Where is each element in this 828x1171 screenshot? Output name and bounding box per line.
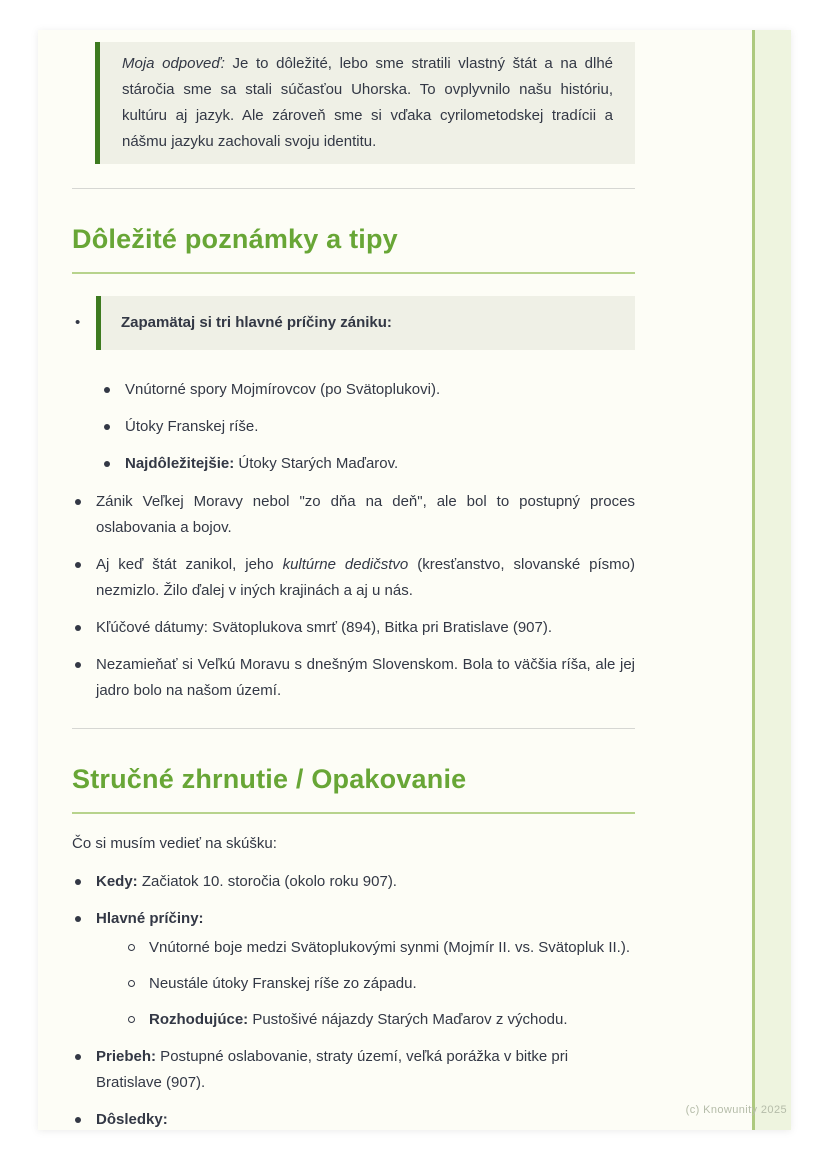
- summary-item-kedy: [72, 869, 635, 895]
- note-item: Kľúčové dátumy: Svätoplukova smrť (894), Bitka pri Bratislave (907).: [72, 615, 635, 641]
- summary-section-title: Stručné zhrnutie / Opakovanie: [72, 764, 467, 794]
- notes-title-underline: [72, 272, 635, 274]
- note-item-post: (kresťanstvo, slovanské písmo) nezmizlo. Žilo ďalej v iných krajinách a aj u nás.: [96, 556, 635, 599]
- bullet-marker: •: [75, 314, 81, 331]
- summary-item-bold: Kedy:: [96, 873, 138, 890]
- watermark: (c) Knowunity 2025: [685, 1104, 787, 1116]
- section-divider: [72, 728, 635, 729]
- quote-callout: [95, 42, 635, 164]
- document-content: [72, 30, 635, 1144]
- section-divider: [72, 188, 635, 189]
- notes-sub-list: [101, 377, 635, 477]
- summary-item-bold: Dôsledky:: [96, 1111, 168, 1128]
- note-sub-item-bold: Najdôležitejšie:: [125, 455, 235, 472]
- note-sub-item: Útoky Franskej ríše.: [101, 414, 635, 440]
- quote-lead: Moja odpoveď:: [122, 55, 225, 72]
- summary-item-rest: Začiatok 10. storočia (okolo roku 907).: [137, 873, 397, 890]
- notes-section-title: Dôležité poznámky a tipy: [72, 224, 398, 254]
- summary-item-bold: Priebeh:: [96, 1048, 157, 1065]
- note-item: [72, 552, 635, 604]
- notes-callout-row: [72, 296, 635, 350]
- note-item: Zánik Veľkej Moravy nebol "zo dňa na deň", ale bol to postupný proces oslabovania a bojov.: [72, 489, 635, 541]
- priciny-sub-item: Neustále útoky Franskej ríše zo západu.: [125, 971, 635, 997]
- summary-item-bold: Hlavné príčiny:: [96, 910, 204, 927]
- notes-main-list: [72, 489, 635, 704]
- summary-item-priebeh: [72, 1044, 635, 1096]
- note-sub-item-rest: Útoky Starých Maďarov.: [234, 455, 399, 472]
- priciny-sub-item: Vnútorné boje medzi Svätoplukovými synmi (Mojmír II. vs. Svätopluk II.).: [125, 935, 635, 961]
- page-right-accent-strip: [752, 30, 791, 1130]
- summary-item-rest: Postupné oslabovanie, straty území, veľká porážka v bitke pri Bratislave (907).: [96, 1048, 569, 1091]
- document-page: [38, 30, 791, 1130]
- note-item-pre: Aj keď štát zanikol, jeho: [96, 556, 283, 573]
- priciny-sub-rest: Pustošivé nájazdy Starých Maďarov z východu.: [248, 1011, 568, 1028]
- summary-item-priciny: [72, 906, 635, 1033]
- priciny-sub-bold: Rozhodujúce:: [149, 1011, 249, 1028]
- quote-body: Je to dôležité, lebo sme stratili vlastný štát a na dlhé stáročia sme sa stali súčasťou Uhorska. To ovplyvnilo našu históriu, kultúru aj jazyk. Ale zároveň sme si vďaka cyrilometodskej tradícii a nášmu jazyku zachovali svoju identitu.: [122, 55, 614, 150]
- highlight-callout: Zapamätaj si tri hlavné príčiny zániku:: [96, 296, 635, 350]
- summary-title-underline: [72, 812, 635, 814]
- summary-list: [72, 869, 635, 1133]
- summary-intro: Čo si musím vedieť na skúšku:: [72, 835, 277, 852]
- summary-item-dosledky: [72, 1107, 635, 1133]
- priciny-sub-item: [125, 1007, 635, 1033]
- priciny-nested-list: [125, 935, 635, 1033]
- note-item-italic: kultúrne dedičstvo: [282, 556, 409, 573]
- note-sub-item: [101, 451, 635, 477]
- note-item: Nezamieňať si Veľkú Moravu s dnešným Slovenskom. Bola to väčšia ríša, ale jej jadro bolo na našom území.: [72, 652, 635, 704]
- note-sub-item: Vnútorné spory Mojmírovcov (po Svätoplukovi).: [101, 377, 635, 403]
